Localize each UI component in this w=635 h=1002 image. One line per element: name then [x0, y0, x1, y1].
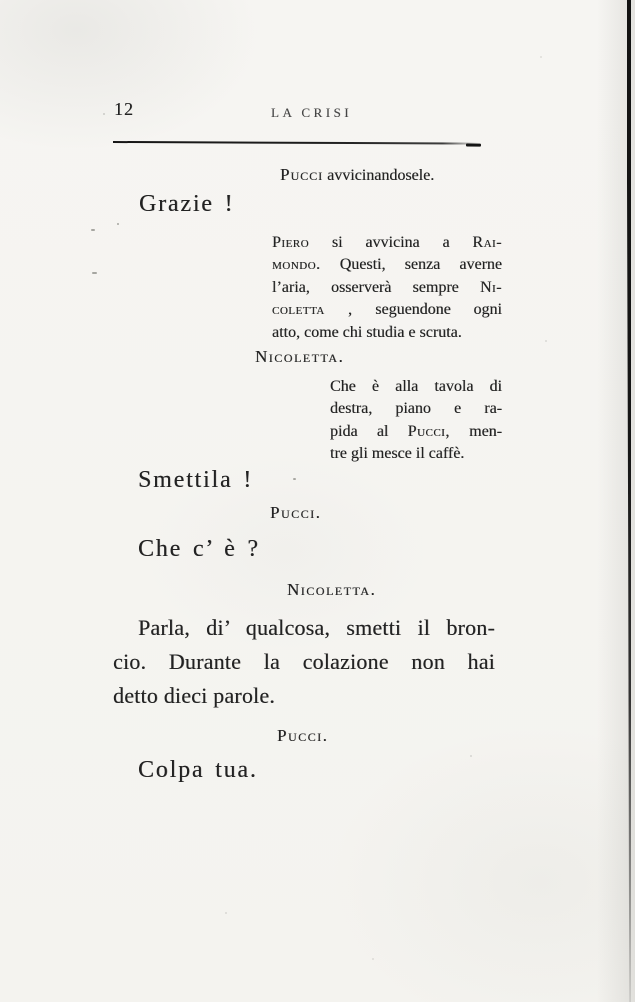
- direction-line: l’aria, osserverà sempre Ni-: [272, 278, 502, 296]
- paper-speckle: [103, 113, 105, 115]
- paper-speckle: [117, 223, 119, 225]
- paper-speckle: [540, 56, 542, 58]
- paragraph-line: detto dieci parole.: [113, 683, 276, 708]
- header-rule: [113, 141, 479, 145]
- stage-direction-piero: [272, 232, 502, 344]
- direction-line: tre gli mesce il caffè.: [330, 445, 465, 463]
- page-number: 12: [114, 99, 134, 119]
- paper-speckle: [91, 229, 95, 231]
- dialogue-smettila: Smettila !: [138, 467, 253, 493]
- character-name-nicoletta: Nicoletta.: [255, 347, 345, 366]
- character-name-pucci: Pucci.: [270, 503, 322, 522]
- stage-heading-pucci: Pucci avvicinandosele.: [280, 165, 435, 184]
- running-title: LA CRISI: [271, 105, 353, 120]
- dialogue-grazie: Grazie !: [139, 191, 235, 217]
- paper-speckle: [225, 912, 227, 914]
- direction-line: pida al Pucci, men-: [330, 422, 502, 440]
- direction-line: destra, piano e ra-: [330, 400, 502, 418]
- dialogue-paragraph-parla: [113, 611, 495, 713]
- paper-speckle: [545, 340, 547, 342]
- character-name-pucci: Pucci.: [277, 726, 329, 745]
- direction-line: Piero si avvicina a Rai-: [272, 234, 502, 251]
- paper-speckle: [92, 272, 97, 274]
- character-name-nicoletta: Nicoletta.: [287, 580, 377, 599]
- paper-speckle: [293, 478, 296, 480]
- paragraph-line: cio. Durante la colazione non hai: [113, 649, 495, 674]
- stage-direction-nicoletta: [330, 376, 502, 466]
- direction-line: Che è alla tavola di: [330, 378, 502, 395]
- page-edge-shadow: [627, 0, 631, 1002]
- direction-line: atto, come chi studia e scruta.: [272, 323, 462, 341]
- dialogue-che-ce: Che c’ è ?: [138, 536, 260, 562]
- paragraph-line: Parla, di’ qualcosa, smetti il bron-: [138, 615, 495, 640]
- paper-speckle: [372, 958, 374, 960]
- direction-line: coletta , seguendone ogni: [272, 301, 502, 319]
- dialogue-colpa-tua: Colpa tua.: [138, 757, 258, 783]
- direction-line: mondo. Questi, senza averne: [272, 256, 502, 274]
- paper-speckle: [470, 755, 472, 757]
